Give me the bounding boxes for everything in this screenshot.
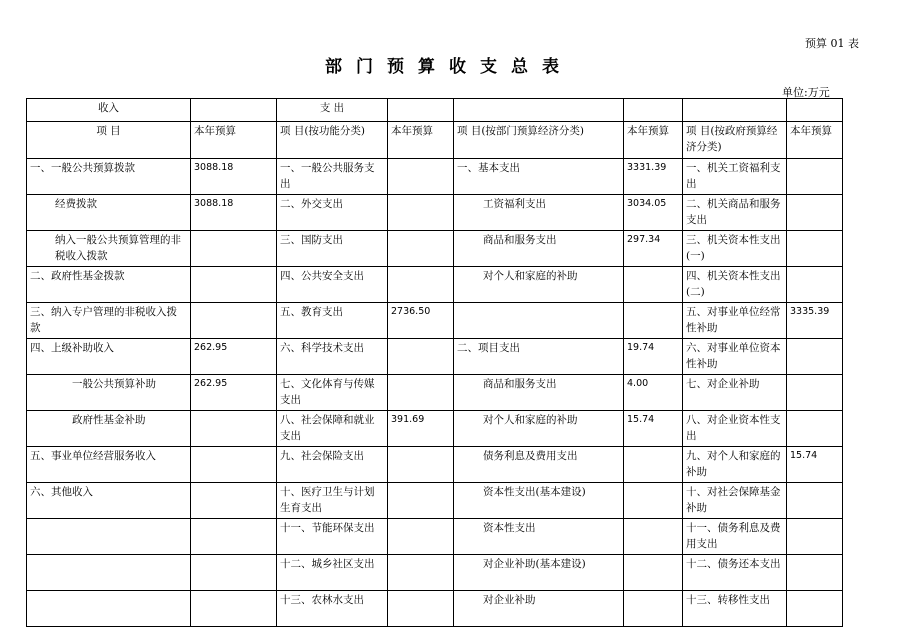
budget-value-cell <box>388 483 454 519</box>
budget-value-cell: 2736.50 <box>388 303 454 339</box>
budget-value-cell <box>624 591 683 627</box>
item-cell: 一般公共预算补助 <box>27 375 191 411</box>
item-cell: 五、教育支出 <box>277 303 388 339</box>
budget-value-cell: 3088.18 <box>191 159 277 195</box>
col-item: 项 目 <box>27 122 191 159</box>
budget-value-cell <box>787 555 843 591</box>
income-header: 收入 <box>27 99 191 122</box>
item-cell: 一、机关工资福利支出 <box>683 159 787 195</box>
item-cell: 六、对事业单位资本性补助 <box>683 339 787 375</box>
table-row <box>27 267 843 303</box>
item-cell: 六、其他收入 <box>27 483 191 519</box>
item-cell: 十二、城乡社区支出 <box>277 555 388 591</box>
budget-value-cell <box>388 159 454 195</box>
budget-value-cell <box>191 519 277 555</box>
item-cell: 五、对事业单位经常性补助 <box>683 303 787 339</box>
table-row <box>27 231 843 267</box>
item-cell: 十三、转移性支出 <box>683 591 787 627</box>
budget-value-cell: 3088.18 <box>191 195 277 231</box>
budget-value-cell <box>388 555 454 591</box>
budget-value-cell <box>388 267 454 303</box>
item-cell: 一、一般公共服务支出 <box>277 159 388 195</box>
item-cell: 对企业补助(基本建设) <box>454 555 624 591</box>
budget-value-cell: 391.69 <box>388 411 454 447</box>
budget-value-cell: 15.74 <box>787 447 843 483</box>
item-cell: 二、外交支出 <box>277 195 388 231</box>
table-row <box>27 375 843 411</box>
item-cell: 二、项目支出 <box>454 339 624 375</box>
budget-value-cell <box>787 339 843 375</box>
budget-value-cell <box>624 267 683 303</box>
budget-value-cell <box>624 519 683 555</box>
item-cell: 八、社会保障和就业支出 <box>277 411 388 447</box>
item-cell: 对个人和家庭的补助 <box>454 267 624 303</box>
item-cell: 工资福利支出 <box>454 195 624 231</box>
budget-value-cell: 15.74 <box>624 411 683 447</box>
budget-value-cell <box>787 375 843 411</box>
budget-value-cell <box>787 411 843 447</box>
item-cell <box>27 591 191 627</box>
expense-header: 支 出 <box>277 99 388 122</box>
unit-label: 单位:万元 <box>782 86 830 99</box>
budget-value-cell <box>388 447 454 483</box>
budget-value-cell: 262.95 <box>191 339 277 375</box>
budget-value-cell <box>191 411 277 447</box>
item-cell <box>454 303 624 339</box>
budget-value-cell <box>624 483 683 519</box>
budget-value-cell <box>388 375 454 411</box>
col-budget: 本年预算 <box>191 122 277 159</box>
item-cell: 商品和服务支出 <box>454 231 624 267</box>
item-cell: 资本性支出(基本建设) <box>454 483 624 519</box>
col-dept-item: 项 目(按部门预算经济分类) <box>454 122 624 159</box>
table-row <box>27 303 843 339</box>
item-cell: 九、社会保险支出 <box>277 447 388 483</box>
budget-value-cell <box>624 555 683 591</box>
col-budget: 本年预算 <box>787 122 843 159</box>
budget-value-cell: 297.34 <box>624 231 683 267</box>
item-cell: 纳入一般公共预算管理的非税收入拨款 <box>27 231 191 267</box>
budget-value-cell <box>191 231 277 267</box>
item-cell: 三、国防支出 <box>277 231 388 267</box>
item-cell: 十、医疗卫生与计划生育支出 <box>277 483 388 519</box>
table-row <box>27 195 843 231</box>
col-gov-item: 项 目(按政府预算经济分类) <box>683 122 787 159</box>
table-row <box>27 411 843 447</box>
budget-value-cell: 262.95 <box>191 375 277 411</box>
item-cell: 十、对社会保障基金补助 <box>683 483 787 519</box>
budget-value-cell <box>191 303 277 339</box>
budget-value-cell: 19.74 <box>624 339 683 375</box>
item-cell: 八、对企业资本性支出 <box>683 411 787 447</box>
budget-value-cell <box>787 483 843 519</box>
budget-value-cell <box>388 231 454 267</box>
budget-value-cell <box>191 483 277 519</box>
budget-value-cell <box>191 555 277 591</box>
budget-value-cell: 3335.39 <box>787 303 843 339</box>
table-row <box>27 447 843 483</box>
col-budget: 本年预算 <box>624 122 683 159</box>
budget-value-cell <box>787 267 843 303</box>
item-cell: 三、纳入专户管理的非税收入拨款 <box>27 303 191 339</box>
item-cell: 二、机关商品和服务支出 <box>683 195 787 231</box>
col-budget: 本年预算 <box>388 122 454 159</box>
budget-table <box>26 98 843 627</box>
item-cell: 一、一般公共预算拨款 <box>27 159 191 195</box>
item-cell: 四、公共安全支出 <box>277 267 388 303</box>
item-cell: 对个人和家庭的补助 <box>454 411 624 447</box>
budget-value-cell <box>191 591 277 627</box>
table-row <box>27 519 843 555</box>
item-cell: 对企业补助 <box>454 591 624 627</box>
budget-value-cell: 4.00 <box>624 375 683 411</box>
item-cell: 十一、债务利息及费用支出 <box>683 519 787 555</box>
budget-value-cell: 3034.05 <box>624 195 683 231</box>
budget-value-cell <box>388 195 454 231</box>
budget-value-cell <box>191 267 277 303</box>
item-cell: 政府性基金补助 <box>27 411 191 447</box>
item-cell: 十一、节能环保支出 <box>277 519 388 555</box>
budget-value-cell <box>787 195 843 231</box>
item-cell: 五、事业单位经营服务收入 <box>27 447 191 483</box>
budget-value-cell <box>624 303 683 339</box>
budget-value-cell <box>388 519 454 555</box>
budget-value-cell <box>787 231 843 267</box>
col-func-item: 项 目(按功能分类) <box>277 122 388 159</box>
table-row <box>27 483 843 519</box>
item-cell: 三、机关资本性支出(一) <box>683 231 787 267</box>
table-row <box>27 555 843 591</box>
item-cell: 四、上级补助收入 <box>27 339 191 375</box>
budget-value-cell <box>191 447 277 483</box>
item-cell: 资本性支出 <box>454 519 624 555</box>
form-number: 预算 01 表 <box>805 37 859 50</box>
budget-value-cell <box>388 339 454 375</box>
item-cell <box>27 555 191 591</box>
table-row <box>27 159 843 195</box>
budget-value-cell <box>787 591 843 627</box>
item-cell: 七、文化体育与传媒支出 <box>277 375 388 411</box>
item-cell: 七、对企业补助 <box>683 375 787 411</box>
page-title: 部门预算收支总表 <box>325 57 573 77</box>
budget-value-cell <box>787 159 843 195</box>
table-row <box>27 339 843 375</box>
budget-value-cell <box>624 447 683 483</box>
budget-value-cell <box>388 591 454 627</box>
item-cell <box>27 519 191 555</box>
column-header-row <box>27 122 843 159</box>
section-header-row <box>27 99 843 122</box>
budget-value-cell: 3331.39 <box>624 159 683 195</box>
item-cell: 九、对个人和家庭的补助 <box>683 447 787 483</box>
item-cell: 一、基本支出 <box>454 159 624 195</box>
budget-value-cell <box>787 519 843 555</box>
item-cell: 债务利息及费用支出 <box>454 447 624 483</box>
table-row <box>27 591 843 627</box>
item-cell: 十二、债务还本支出 <box>683 555 787 591</box>
item-cell: 六、科学技术支出 <box>277 339 388 375</box>
item-cell: 四、机关资本性支出(二) <box>683 267 787 303</box>
item-cell: 十三、农林水支出 <box>277 591 388 627</box>
item-cell: 经费拨款 <box>27 195 191 231</box>
item-cell: 二、政府性基金拨款 <box>27 267 191 303</box>
table-body <box>27 159 843 627</box>
item-cell: 商品和服务支出 <box>454 375 624 411</box>
